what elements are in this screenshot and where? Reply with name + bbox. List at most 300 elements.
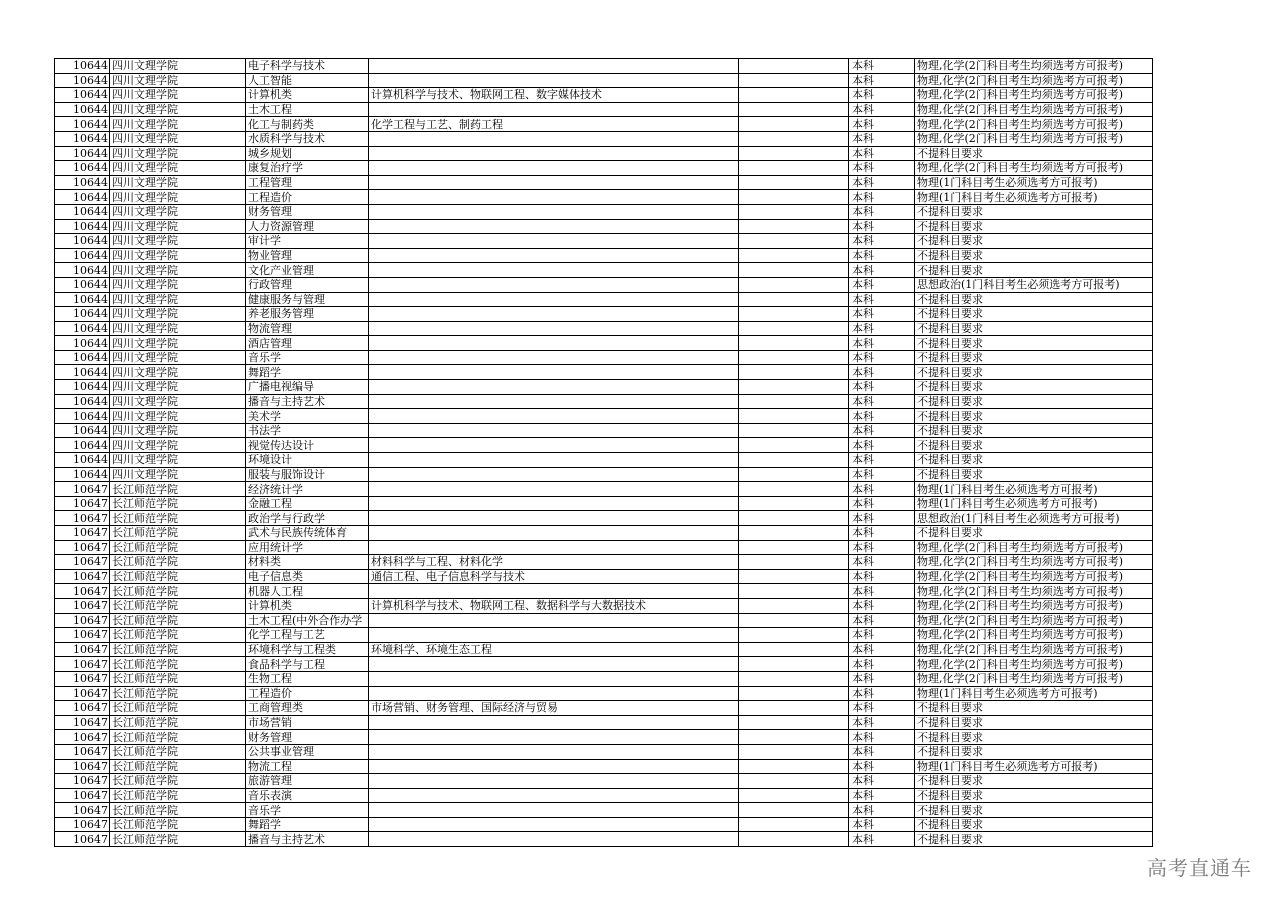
school-code-cell: 10647 bbox=[55, 540, 110, 555]
major-name-cell: 材料类 bbox=[246, 555, 369, 570]
school-code-cell: 10647 bbox=[55, 701, 110, 716]
major-name-cell: 康复治疗学 bbox=[246, 161, 369, 176]
included-majors-cell bbox=[369, 277, 739, 292]
major-name-cell: 视觉传达设计 bbox=[246, 438, 369, 453]
school-name-cell: 四川文理学院 bbox=[110, 409, 246, 424]
subject-requirement-cell: 不提科目要求 bbox=[915, 803, 1153, 818]
empty-cell bbox=[739, 657, 849, 672]
included-majors-cell bbox=[369, 423, 739, 438]
empty-cell bbox=[739, 832, 849, 847]
school-code-cell: 10644 bbox=[55, 453, 110, 468]
empty-cell bbox=[739, 496, 849, 511]
table-row bbox=[55, 175, 1153, 190]
level-cell: 本科 bbox=[849, 248, 915, 263]
empty-cell bbox=[739, 671, 849, 686]
included-majors-cell bbox=[369, 190, 739, 205]
level-cell: 本科 bbox=[849, 219, 915, 234]
major-name-cell: 工程管理 bbox=[246, 175, 369, 190]
empty-cell bbox=[739, 423, 849, 438]
school-code-cell: 10644 bbox=[55, 204, 110, 219]
subject-requirement-cell: 思想政治(1门科目考生必须选考方可报考) bbox=[915, 511, 1153, 526]
major-name-cell: 养老服务管理 bbox=[246, 307, 369, 322]
empty-cell bbox=[739, 730, 849, 745]
included-majors-cell bbox=[369, 59, 739, 74]
table-row bbox=[55, 744, 1153, 759]
table-row bbox=[55, 788, 1153, 803]
school-name-cell: 四川文理学院 bbox=[110, 175, 246, 190]
included-majors-cell bbox=[369, 540, 739, 555]
major-name-cell: 工程造价 bbox=[246, 686, 369, 701]
level-cell: 本科 bbox=[849, 307, 915, 322]
empty-cell bbox=[739, 686, 849, 701]
table-row bbox=[55, 248, 1153, 263]
included-majors-cell: 市场营销、财务管理、国际经济与贸易 bbox=[369, 701, 739, 716]
major-name-cell: 工商管理类 bbox=[246, 701, 369, 716]
level-cell: 本科 bbox=[849, 598, 915, 613]
level-cell: 本科 bbox=[849, 511, 915, 526]
level-cell: 本科 bbox=[849, 161, 915, 176]
level-cell: 本科 bbox=[849, 482, 915, 497]
level-cell: 本科 bbox=[849, 613, 915, 628]
included-majors-cell bbox=[369, 234, 739, 249]
school-name-cell: 长江师范学院 bbox=[110, 526, 246, 541]
empty-cell bbox=[739, 438, 849, 453]
major-name-cell: 行政管理 bbox=[246, 277, 369, 292]
subject-requirement-cell: 物理,化学(2门科目考生均须选考方可报考) bbox=[915, 598, 1153, 613]
level-cell: 本科 bbox=[849, 540, 915, 555]
level-cell: 本科 bbox=[849, 365, 915, 380]
school-name-cell: 四川文理学院 bbox=[110, 467, 246, 482]
school-code-cell: 10644 bbox=[55, 409, 110, 424]
empty-cell bbox=[739, 642, 849, 657]
school-name-cell: 四川文理学院 bbox=[110, 263, 246, 278]
major-name-cell: 环境设计 bbox=[246, 453, 369, 468]
school-name-cell: 四川文理学院 bbox=[110, 307, 246, 322]
school-code-cell: 10647 bbox=[55, 730, 110, 745]
table-row bbox=[55, 715, 1153, 730]
subject-requirement-cell: 不提科目要求 bbox=[915, 774, 1153, 789]
subject-requirement-cell: 不提科目要求 bbox=[915, 336, 1153, 351]
school-code-cell: 10644 bbox=[55, 365, 110, 380]
subject-requirement-cell: 物理,化学(2门科目考生均须选考方可报考) bbox=[915, 59, 1153, 74]
empty-cell bbox=[739, 628, 849, 643]
major-name-cell: 财务管理 bbox=[246, 204, 369, 219]
level-cell: 本科 bbox=[849, 759, 915, 774]
school-name-cell: 长江师范学院 bbox=[110, 569, 246, 584]
subject-requirement-cell: 物理,化学(2门科目考生均须选考方可报考) bbox=[915, 102, 1153, 117]
empty-cell bbox=[739, 277, 849, 292]
included-majors-cell bbox=[369, 394, 739, 409]
level-cell: 本科 bbox=[849, 628, 915, 643]
major-name-cell: 化工与制药类 bbox=[246, 117, 369, 132]
major-name-cell: 土木工程(中外合作办学 bbox=[246, 613, 369, 628]
school-code-cell: 10644 bbox=[55, 321, 110, 336]
included-majors-cell bbox=[369, 350, 739, 365]
empty-cell bbox=[739, 526, 849, 541]
included-majors-cell: 化学工程与工艺、制药工程 bbox=[369, 117, 739, 132]
school-code-cell: 10644 bbox=[55, 394, 110, 409]
subject-requirement-cell: 物理,化学(2门科目考生均须选考方可报考) bbox=[915, 569, 1153, 584]
major-name-cell: 化学工程与工艺 bbox=[246, 628, 369, 643]
school-code-cell: 10647 bbox=[55, 569, 110, 584]
subject-requirement-cell: 不提科目要求 bbox=[915, 438, 1153, 453]
school-name-cell: 四川文理学院 bbox=[110, 161, 246, 176]
level-cell: 本科 bbox=[849, 146, 915, 161]
level-cell: 本科 bbox=[849, 204, 915, 219]
empty-cell bbox=[739, 613, 849, 628]
major-name-cell: 舞蹈学 bbox=[246, 365, 369, 380]
school-code-cell: 10644 bbox=[55, 88, 110, 103]
table-row bbox=[55, 292, 1153, 307]
level-cell: 本科 bbox=[849, 277, 915, 292]
school-name-cell: 四川文理学院 bbox=[110, 73, 246, 88]
school-name-cell: 四川文理学院 bbox=[110, 336, 246, 351]
level-cell: 本科 bbox=[849, 584, 915, 599]
empty-cell bbox=[739, 292, 849, 307]
level-cell: 本科 bbox=[849, 59, 915, 74]
school-code-cell: 10647 bbox=[55, 584, 110, 599]
subject-requirement-cell: 不提科目要求 bbox=[915, 204, 1153, 219]
school-code-cell: 10644 bbox=[55, 131, 110, 146]
level-cell: 本科 bbox=[849, 409, 915, 424]
school-name-cell: 长江师范学院 bbox=[110, 657, 246, 672]
level-cell: 本科 bbox=[849, 467, 915, 482]
included-majors-cell bbox=[369, 817, 739, 832]
table-row bbox=[55, 817, 1153, 832]
subject-requirement-cell: 物理,化学(2门科目考生均须选考方可报考) bbox=[915, 628, 1153, 643]
major-name-cell: 物业管理 bbox=[246, 248, 369, 263]
school-name-cell: 长江师范学院 bbox=[110, 701, 246, 716]
table-row bbox=[55, 657, 1153, 672]
subject-requirement-cell: 不提科目要求 bbox=[915, 526, 1153, 541]
subject-requirement-cell: 不提科目要求 bbox=[915, 365, 1153, 380]
school-code-cell: 10644 bbox=[55, 59, 110, 74]
subject-requirement-cell: 物理,化学(2门科目考生均须选考方可报考) bbox=[915, 671, 1153, 686]
table-row bbox=[55, 496, 1153, 511]
school-name-cell: 长江师范学院 bbox=[110, 817, 246, 832]
included-majors-cell bbox=[369, 102, 739, 117]
included-majors-cell bbox=[369, 365, 739, 380]
subject-requirement-cell: 不提科目要求 bbox=[915, 409, 1153, 424]
school-name-cell: 四川文理学院 bbox=[110, 394, 246, 409]
subject-requirement-cell: 物理,化学(2门科目考生均须选考方可报考) bbox=[915, 117, 1153, 132]
subject-requirement-cell: 不提科目要求 bbox=[915, 730, 1153, 745]
school-code-cell: 10647 bbox=[55, 671, 110, 686]
school-name-cell: 长江师范学院 bbox=[110, 715, 246, 730]
level-cell: 本科 bbox=[849, 671, 915, 686]
subject-requirement-cell: 物理(1门科目考生必须选考方可报考) bbox=[915, 496, 1153, 511]
school-name-cell: 四川文理学院 bbox=[110, 219, 246, 234]
table-row bbox=[55, 277, 1153, 292]
school-name-cell: 四川文理学院 bbox=[110, 248, 246, 263]
subject-requirement-cell: 不提科目要求 bbox=[915, 292, 1153, 307]
major-name-cell: 水质科学与技术 bbox=[246, 131, 369, 146]
table-row bbox=[55, 540, 1153, 555]
included-majors-cell: 计算机科学与技术、物联网工程、数据科学与大数据技术 bbox=[369, 598, 739, 613]
school-code-cell: 10647 bbox=[55, 628, 110, 643]
school-code-cell: 10647 bbox=[55, 642, 110, 657]
included-majors-cell bbox=[369, 453, 739, 468]
subject-requirement-cell: 不提科目要求 bbox=[915, 234, 1153, 249]
table-row bbox=[55, 102, 1153, 117]
included-majors-cell: 通信工程、电子信息科学与技术 bbox=[369, 569, 739, 584]
included-majors-cell bbox=[369, 526, 739, 541]
included-majors-cell bbox=[369, 774, 739, 789]
empty-cell bbox=[739, 380, 849, 395]
school-name-cell: 长江师范学院 bbox=[110, 511, 246, 526]
included-majors-cell bbox=[369, 248, 739, 263]
subject-requirement-cell: 物理(1门科目考生必须选考方可报考) bbox=[915, 686, 1153, 701]
table-row bbox=[55, 307, 1153, 322]
school-code-cell: 10644 bbox=[55, 102, 110, 117]
school-code-cell: 10647 bbox=[55, 817, 110, 832]
included-majors-cell bbox=[369, 219, 739, 234]
school-name-cell: 长江师范学院 bbox=[110, 482, 246, 497]
school-code-cell: 10644 bbox=[55, 423, 110, 438]
level-cell: 本科 bbox=[849, 131, 915, 146]
major-name-cell: 财务管理 bbox=[246, 730, 369, 745]
major-name-cell: 人工智能 bbox=[246, 73, 369, 88]
empty-cell bbox=[739, 248, 849, 263]
level-cell: 本科 bbox=[849, 423, 915, 438]
table-row bbox=[55, 832, 1153, 847]
table-row bbox=[55, 730, 1153, 745]
subject-requirement-cell: 物理,化学(2门科目考生均须选考方可报考) bbox=[915, 131, 1153, 146]
school-name-cell: 四川文理学院 bbox=[110, 204, 246, 219]
level-cell: 本科 bbox=[849, 336, 915, 351]
included-majors-cell bbox=[369, 759, 739, 774]
major-name-cell: 审计学 bbox=[246, 234, 369, 249]
school-code-cell: 10644 bbox=[55, 161, 110, 176]
subject-requirement-cell: 不提科目要求 bbox=[915, 453, 1153, 468]
school-code-cell: 10647 bbox=[55, 511, 110, 526]
major-name-cell: 电子信息类 bbox=[246, 569, 369, 584]
table-row bbox=[55, 146, 1153, 161]
included-majors-cell bbox=[369, 832, 739, 847]
major-name-cell: 播音与主持艺术 bbox=[246, 394, 369, 409]
school-name-cell: 长江师范学院 bbox=[110, 555, 246, 570]
table-row bbox=[55, 686, 1153, 701]
school-name-cell: 四川文理学院 bbox=[110, 438, 246, 453]
subject-requirement-cell: 不提科目要求 bbox=[915, 394, 1153, 409]
included-majors-cell bbox=[369, 628, 739, 643]
major-name-cell: 人力资源管理 bbox=[246, 219, 369, 234]
subject-requirement-cell: 不提科目要求 bbox=[915, 219, 1153, 234]
major-name-cell: 经济统计学 bbox=[246, 482, 369, 497]
subject-requirement-cell: 物理,化学(2门科目考生均须选考方可报考) bbox=[915, 88, 1153, 103]
major-name-cell: 音乐学 bbox=[246, 803, 369, 818]
included-majors-cell bbox=[369, 686, 739, 701]
subject-requirement-cell: 不提科目要求 bbox=[915, 350, 1153, 365]
school-name-cell: 四川文理学院 bbox=[110, 292, 246, 307]
table-row bbox=[55, 394, 1153, 409]
table-row bbox=[55, 526, 1153, 541]
included-majors-cell bbox=[369, 482, 739, 497]
school-code-cell: 10647 bbox=[55, 832, 110, 847]
table-row bbox=[55, 204, 1153, 219]
school-code-cell: 10644 bbox=[55, 146, 110, 161]
major-name-cell: 工程造价 bbox=[246, 190, 369, 205]
included-majors-cell bbox=[369, 584, 739, 599]
school-name-cell: 四川文理学院 bbox=[110, 102, 246, 117]
school-code-cell: 10644 bbox=[55, 248, 110, 263]
table-row bbox=[55, 219, 1153, 234]
school-name-cell: 四川文理学院 bbox=[110, 453, 246, 468]
major-name-cell: 书法学 bbox=[246, 423, 369, 438]
table-row bbox=[55, 671, 1153, 686]
school-name-cell: 长江师范学院 bbox=[110, 671, 246, 686]
subject-requirement-cell: 物理,化学(2门科目考生均须选考方可报考) bbox=[915, 555, 1153, 570]
major-name-cell: 文化产业管理 bbox=[246, 263, 369, 278]
school-code-cell: 10644 bbox=[55, 73, 110, 88]
school-code-cell: 10647 bbox=[55, 657, 110, 672]
table-row bbox=[55, 569, 1153, 584]
included-majors-cell bbox=[369, 321, 739, 336]
major-name-cell: 武术与民族传统体育 bbox=[246, 526, 369, 541]
empty-cell bbox=[739, 88, 849, 103]
major-name-cell: 物流管理 bbox=[246, 321, 369, 336]
major-name-cell: 音乐表演 bbox=[246, 788, 369, 803]
school-name-cell: 长江师范学院 bbox=[110, 613, 246, 628]
level-cell: 本科 bbox=[849, 774, 915, 789]
school-name-cell: 长江师范学院 bbox=[110, 788, 246, 803]
included-majors-cell bbox=[369, 744, 739, 759]
major-name-cell: 播音与主持艺术 bbox=[246, 832, 369, 847]
subject-requirement-cell: 物理,化学(2门科目考生均须选考方可报考) bbox=[915, 73, 1153, 88]
school-code-cell: 10647 bbox=[55, 715, 110, 730]
school-code-cell: 10647 bbox=[55, 686, 110, 701]
subject-requirement-cell: 不提科目要求 bbox=[915, 146, 1153, 161]
school-code-cell: 10644 bbox=[55, 117, 110, 132]
level-cell: 本科 bbox=[849, 744, 915, 759]
empty-cell bbox=[739, 307, 849, 322]
major-name-cell: 土木工程 bbox=[246, 102, 369, 117]
school-name-cell: 长江师范学院 bbox=[110, 642, 246, 657]
watermark: 高考直通车 bbox=[1147, 856, 1252, 880]
level-cell: 本科 bbox=[849, 234, 915, 249]
included-majors-cell bbox=[369, 380, 739, 395]
included-majors-cell bbox=[369, 511, 739, 526]
empty-cell bbox=[739, 540, 849, 555]
table-row bbox=[55, 190, 1153, 205]
empty-cell bbox=[739, 365, 849, 380]
empty-cell bbox=[739, 234, 849, 249]
major-name-cell: 计算机类 bbox=[246, 88, 369, 103]
school-name-cell: 四川文理学院 bbox=[110, 350, 246, 365]
subject-requirement-cell: 物理(1门科目考生必须选考方可报考) bbox=[915, 190, 1153, 205]
level-cell: 本科 bbox=[849, 642, 915, 657]
included-majors-cell: 计算机科学与技术、物联网工程、数字媒体技术 bbox=[369, 88, 739, 103]
level-cell: 本科 bbox=[849, 657, 915, 672]
table-row bbox=[55, 584, 1153, 599]
level-cell: 本科 bbox=[849, 701, 915, 716]
empty-cell bbox=[739, 467, 849, 482]
level-cell: 本科 bbox=[849, 555, 915, 570]
level-cell: 本科 bbox=[849, 817, 915, 832]
level-cell: 本科 bbox=[849, 350, 915, 365]
major-name-cell: 广播电视编导 bbox=[246, 380, 369, 395]
school-name-cell: 四川文理学院 bbox=[110, 190, 246, 205]
level-cell: 本科 bbox=[849, 102, 915, 117]
empty-cell bbox=[739, 482, 849, 497]
table-row bbox=[55, 321, 1153, 336]
empty-cell bbox=[739, 190, 849, 205]
subject-requirement-cell: 不提科目要求 bbox=[915, 817, 1153, 832]
empty-cell bbox=[739, 584, 849, 599]
table-row bbox=[55, 131, 1153, 146]
included-majors-cell bbox=[369, 307, 739, 322]
table-row bbox=[55, 598, 1153, 613]
empty-cell bbox=[739, 146, 849, 161]
table-row bbox=[55, 380, 1153, 395]
empty-cell bbox=[739, 263, 849, 278]
school-code-cell: 10647 bbox=[55, 744, 110, 759]
level-cell: 本科 bbox=[849, 686, 915, 701]
table-row bbox=[55, 555, 1153, 570]
subject-requirement-cell: 不提科目要求 bbox=[915, 701, 1153, 716]
included-majors-cell bbox=[369, 204, 739, 219]
level-cell: 本科 bbox=[849, 496, 915, 511]
level-cell: 本科 bbox=[849, 380, 915, 395]
table-body bbox=[55, 59, 1153, 847]
empty-cell bbox=[739, 102, 849, 117]
table-row bbox=[55, 759, 1153, 774]
subject-requirement-cell: 物理,化学(2门科目考生均须选考方可报考) bbox=[915, 657, 1153, 672]
major-name-cell: 生物工程 bbox=[246, 671, 369, 686]
school-name-cell: 长江师范学院 bbox=[110, 598, 246, 613]
school-name-cell: 四川文理学院 bbox=[110, 365, 246, 380]
major-name-cell: 城乡规划 bbox=[246, 146, 369, 161]
subject-requirement-cell: 不提科目要求 bbox=[915, 832, 1153, 847]
school-name-cell: 长江师范学院 bbox=[110, 759, 246, 774]
school-code-cell: 10644 bbox=[55, 350, 110, 365]
school-name-cell: 长江师范学院 bbox=[110, 803, 246, 818]
subject-requirement-cell: 不提科目要求 bbox=[915, 307, 1153, 322]
major-name-cell: 健康服务与管理 bbox=[246, 292, 369, 307]
admission-requirements-table bbox=[54, 58, 1153, 847]
major-name-cell: 酒店管理 bbox=[246, 336, 369, 351]
school-name-cell: 四川文理学院 bbox=[110, 321, 246, 336]
table-row bbox=[55, 117, 1153, 132]
included-majors-cell bbox=[369, 730, 739, 745]
empty-cell bbox=[739, 321, 849, 336]
subject-requirement-cell: 物理(1门科目考生必须选考方可报考) bbox=[915, 759, 1153, 774]
table-row bbox=[55, 774, 1153, 789]
school-code-cell: 10644 bbox=[55, 234, 110, 249]
major-name-cell: 应用统计学 bbox=[246, 540, 369, 555]
major-name-cell: 电子科学与技术 bbox=[246, 59, 369, 74]
empty-cell bbox=[739, 555, 849, 570]
table-row bbox=[55, 642, 1153, 657]
included-majors-cell bbox=[369, 131, 739, 146]
table-row bbox=[55, 365, 1153, 380]
included-majors-cell bbox=[369, 657, 739, 672]
major-name-cell: 物流工程 bbox=[246, 759, 369, 774]
level-cell: 本科 bbox=[849, 292, 915, 307]
empty-cell bbox=[739, 394, 849, 409]
level-cell: 本科 bbox=[849, 803, 915, 818]
table-row bbox=[55, 409, 1153, 424]
school-code-cell: 10647 bbox=[55, 555, 110, 570]
table-row bbox=[55, 350, 1153, 365]
table-row bbox=[55, 453, 1153, 468]
included-majors-cell bbox=[369, 292, 739, 307]
major-name-cell: 服装与服饰设计 bbox=[246, 467, 369, 482]
level-cell: 本科 bbox=[849, 73, 915, 88]
level-cell: 本科 bbox=[849, 88, 915, 103]
subject-requirement-cell: 物理,化学(2门科目考生均须选考方可报考) bbox=[915, 540, 1153, 555]
empty-cell bbox=[739, 204, 849, 219]
